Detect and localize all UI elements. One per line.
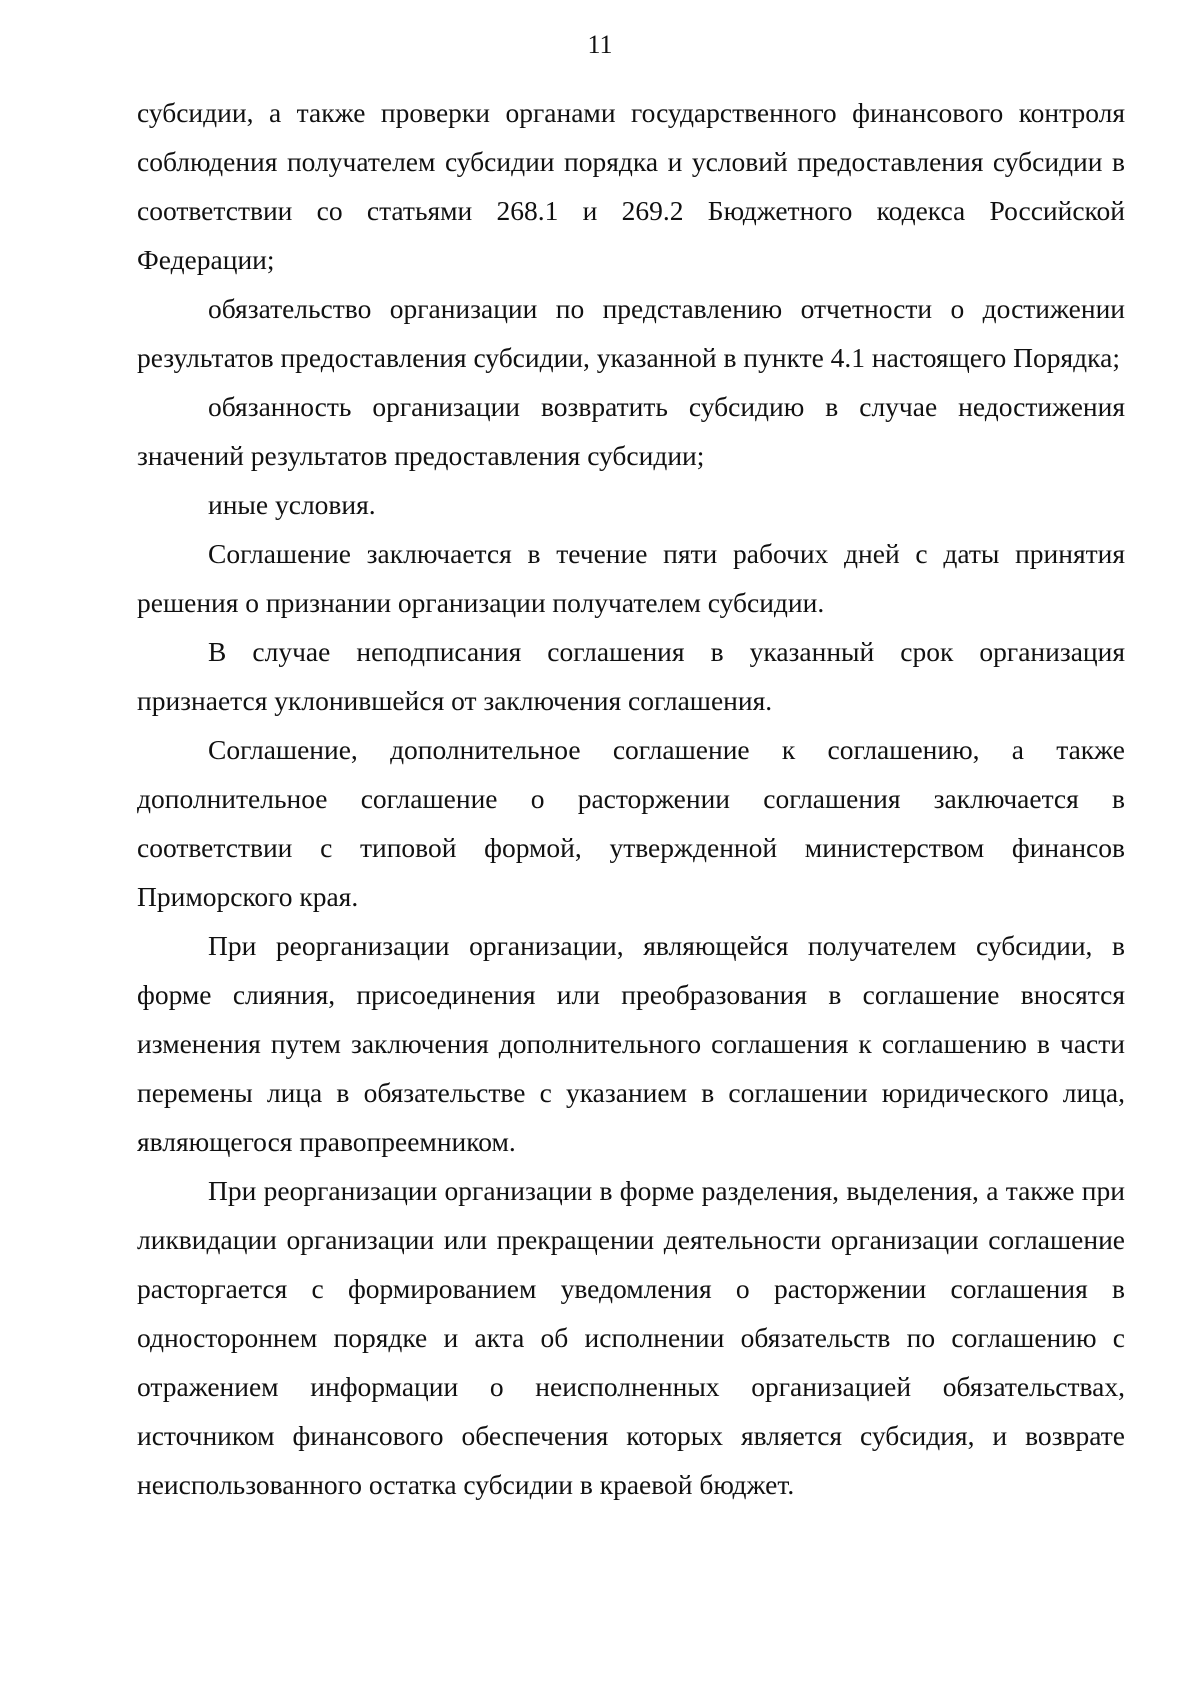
paragraph-standard-form: Соглашение, дополнительное соглашение к соглашению, а также дополнительное соглашение о расторжении соглашения заключается в соответствии с типовой формой, утвержденной министерством финансов Приморского края.	[137, 734, 1125, 912]
paragraph-agreement-term: Соглашение заключается в течение пяти рабочих дней с даты принятия решения о признании организации получателем субсидии.	[137, 538, 1125, 618]
paragraph-reorganization-merger: При реорганизации организации, являющейся получателем субсидии, в форме слияния, присоединения или преобразования в соглашение вносятся изменения путем заключения дополнительного соглашения к соглашению в части перемены лица в обязательстве с указанием в соглашении юридического лица, являющегося правопреемником.	[137, 930, 1125, 1157]
paragraph-continuation: субсидии, а также проверки органами государственного финансового контроля соблюдения получателем субсидии порядка и условий предоставления субсидии в соответствии со статьями 268.1 и 269.2 Бюджетного кодекса Российской Федерации;	[137, 97, 1125, 275]
page-number: 11	[587, 30, 613, 59]
paragraph-non-signing: В случае неподписания соглашения в указанный срок организация признается уклонившейся от заключения соглашения.	[137, 636, 1125, 716]
paragraph-return-obligation: обязанность организации возвратить субсидию в случае недостижения значений результатов предоставления субсидии;	[137, 391, 1125, 471]
paragraph-reporting-obligation: обязательство организации по представлению отчетности о достижении результатов предоставления субсидии, указанной в пункте 4.1 настоящего Порядка;	[137, 293, 1125, 373]
document-body	[137, 88, 1125, 1509]
paragraph-other-conditions: иные условия.	[208, 489, 376, 520]
paragraph-reorganization-division: При реорганизации организации в форме разделения, выделения, а также при ликвидации организации или прекращении деятельности организации соглашение расторгается с формированием уведомления о расторжении соглашения в одностороннем порядке и акта об исполнении обязательств по соглашению с отражением информации о неисполненных организацией обязательствах, источником финансового обеспечения которых является субсидия, и возврате неиспользованного остатка субсидии в краевой бюджет.	[137, 1175, 1125, 1500]
